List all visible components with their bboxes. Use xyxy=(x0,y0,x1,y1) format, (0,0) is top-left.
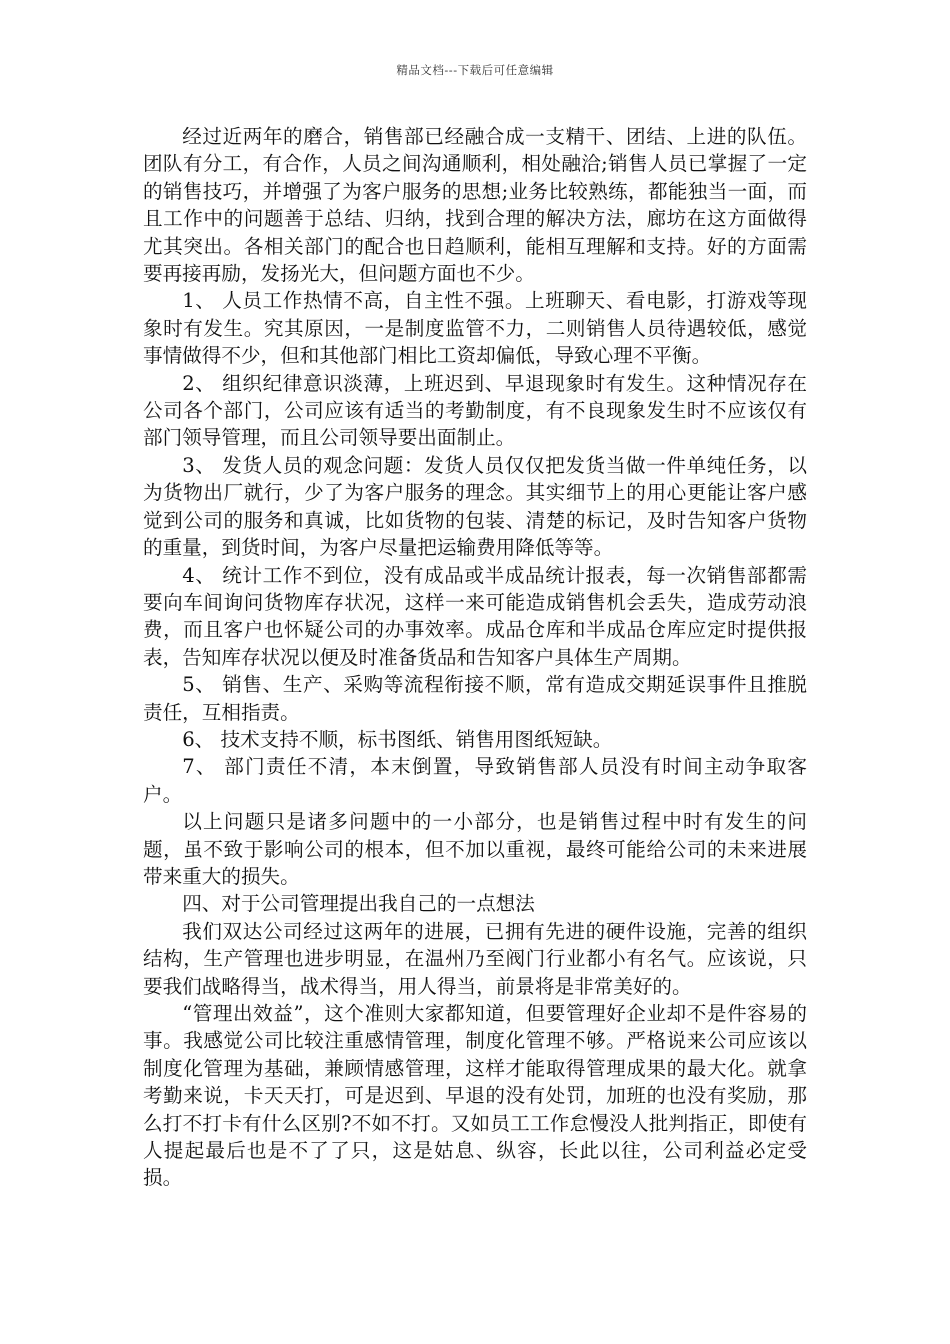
paragraph-issue-7: 7、 部门责任不清，本末倒置，导致销售部人员没有时间主动争取客户。 xyxy=(143,755,807,806)
paragraph-issue-6: 6、 技术支持不顺，标书图纸、销售用图纸短缺。 xyxy=(182,727,613,751)
paragraph-issue-4: 4、 统计工作不到位，没有成品或半成品统计报表，每一次销售部都需要向车间询问货物库存状况，这样一来可能造成销售机会丢失，造成劳动浪费，而且客户也怀疑公司的办事效率。成品仓库和半成品仓库应定时提供报表，告知库存状况以便及时准备货品和告知客户具体生产周期。 xyxy=(143,563,807,669)
document-body xyxy=(143,123,807,1192)
page-header: 精品文档---下载后可任意编辑 xyxy=(396,63,554,77)
paragraph-issue-2: 2、 组织纪律意识淡薄，上班迟到、早退现象时有发生。这种情况存在公司各个部门，公司应该有适当的考勤制度，有不良现象发生时不应该仅有部门领导管理，而且公司领导要出面制止。 xyxy=(143,371,807,450)
paragraph-management: “管理出效益”，这个准则大家都知道，但要管理好企业却不是件容易的事。我感觉公司比较注重感情管理，制度化管理不够。严格说来公司应该以制度化管理为基础，兼顾情感管理，这样才能取得管理成果的最大化。就拿考勤来说，卡天天打，可是迟到、早退的没有处罚，加班的也没有奖励，那么打不打卡有什么区别?不如不打。又如员工工作怠慢没人批判指正，即使有人提起最后也是不了了只，这是姑息、纵容，长此以往，公司利益必定受损。 xyxy=(143,1002,807,1190)
paragraph-company-progress: 我们双达公司经过这两年的进展，已拥有先进的硬件设施，完善的组织结构，生产管理也进步明显，在温州乃至阀门行业都小有名气。应该说，只要我们战略得当，战术得当，用人得当，前景将是非常美好的。 xyxy=(143,919,807,998)
paragraph-issue-1: 1、 人员工作热情不高，自主性不强。上班聊天、看电影，打游戏等现象时有发生。究其原因，一是制度监管不力，二则销售人员待遇较低，感觉事情做得不少，但和其他部门相比工资却偏低，导致心理不平衡。 xyxy=(143,289,807,368)
paragraph-intro: 经过近两年的磨合，销售部已经融合成一支精干、团结、上进的队伍。团队有分工，有合作，人员之间沟通顺利，相处融洽;销售人员已掌握了一定的销售技巧，并增强了为客户服务的思想;业务比较熟练，都能独当一面，而且工作中的问题善于总结、归纳，找到合理的解决方法，廊坊在这方面做得尤其突出。各相关部门的配合也日趋顺利，能相互理解和支持。好的方面需要再接再励，发扬光大，但问题方面也不少。 xyxy=(143,125,807,286)
paragraph-summary: 以上问题只是诸多问题中的一小部分，也是销售过程中时有发生的问题，虽不致于影响公司的根本，但不加以重视，最终可能给公司的未来进展带来重大的损失。 xyxy=(143,810,807,888)
paragraph-issue-5: 5、 销售、生产、采购等流程衔接不顺，常有造成交期延误事件且推脱责任，互相指责。 xyxy=(143,673,807,724)
section-heading: 四、对于公司管理提出我自己的一点想法 xyxy=(182,892,535,916)
paragraph-issue-3: 3、 发货人员的观念问题：发货人员仅仅把发货当做一件单纯任务，以为货物出厂就行，少了为客户服务的理念。其实细节上的用心更能让客户感觉到公司的服务和真诚，比如货物的包装、清楚的标记，及时告知客户货物的重量，到货时间，为客户尽量把运输费用降低等等。 xyxy=(143,453,807,560)
